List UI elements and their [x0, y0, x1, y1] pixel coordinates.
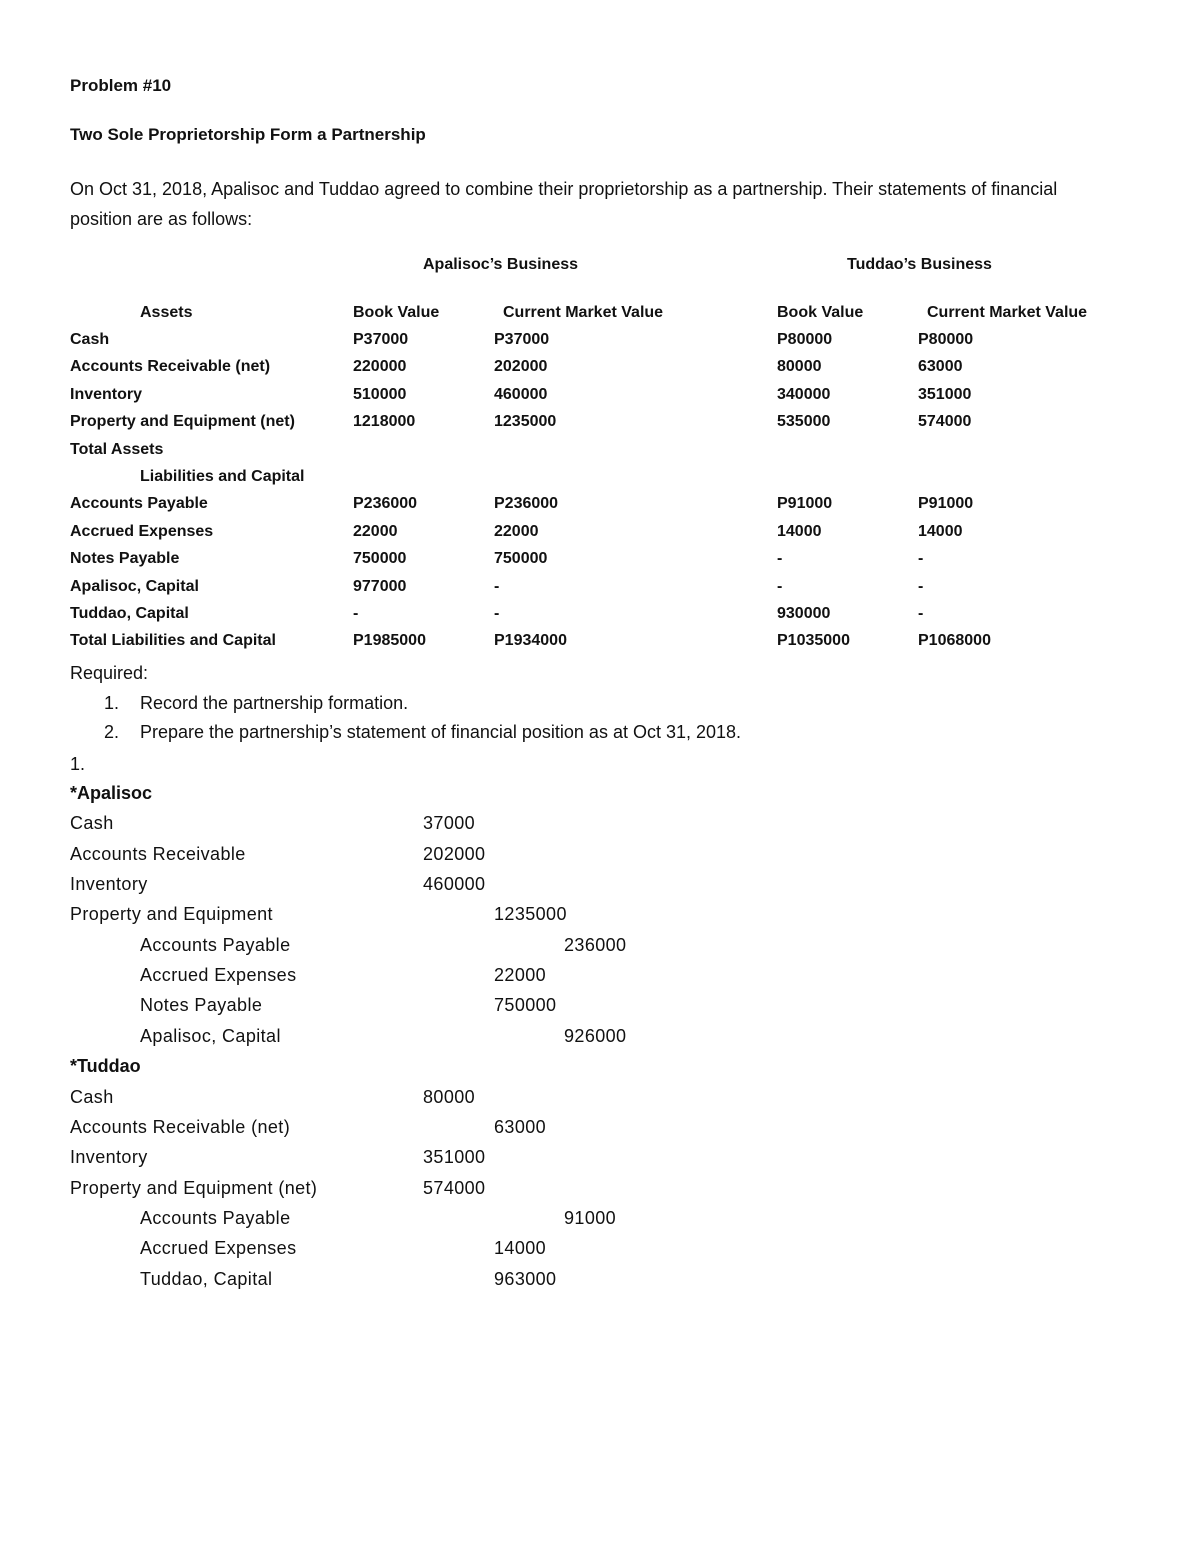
row-value: 750000: [494, 550, 548, 568]
row-value: P1068000: [918, 632, 991, 650]
entry-account: Accounts Receivable (net): [70, 1116, 291, 1137]
row-value: P37000: [494, 331, 550, 348]
row-value: 977000: [353, 577, 407, 595]
statement-row: [0, 495, 1200, 521]
entry-amount: 236000: [564, 934, 627, 955]
row-label: Cash: [70, 331, 110, 348]
journal-entry: [0, 844, 1200, 872]
row-value: 63000: [918, 358, 963, 376]
row-label: Accounts Payable: [70, 495, 208, 513]
row-value: P1934000: [494, 632, 567, 650]
column-header-row: [0, 304, 1200, 330]
statement-row: [0, 413, 1200, 439]
entry-amount: 14000: [494, 1238, 547, 1259]
row-value: 1218000: [353, 413, 416, 431]
row-label: Property and Equipment (net): [70, 413, 295, 431]
section-heading: *Apalisoc: [70, 783, 153, 803]
journal-entry: [0, 1238, 1200, 1266]
entry-account: Accounts Receivable: [70, 843, 246, 864]
journal-entry: [0, 1147, 1200, 1175]
journal-entry: [0, 935, 1200, 963]
row-label: Accrued Expenses: [70, 522, 214, 540]
entry-amount: 1235000: [494, 904, 567, 925]
column-header-market-value: Current Market Value: [927, 304, 1088, 321]
row-value: 22000: [353, 522, 398, 540]
entry-account: Property and Equipment: [70, 904, 273, 925]
entry-amount: 80000: [423, 1086, 476, 1107]
statement-row: [0, 331, 1200, 357]
row-value: 14000: [918, 522, 963, 540]
journal-entry: [0, 1208, 1200, 1236]
entry-account: Apalisoc, Capital: [140, 1025, 281, 1046]
row-value: 574000: [918, 413, 972, 431]
row-value: 460000: [494, 385, 548, 403]
journal-entry: [0, 1087, 1200, 1115]
entry-account: Tuddao, Capital: [140, 1268, 273, 1289]
journal-entry: [0, 1269, 1200, 1297]
entry-amount: 963000: [494, 1268, 557, 1289]
row-value: 750000: [353, 550, 407, 568]
row-value: P1985000: [353, 632, 426, 650]
row-value: P1035000: [777, 632, 850, 650]
row-value: P37000: [353, 331, 409, 348]
required-item-number: 2.: [104, 722, 120, 742]
required-label: Required:: [70, 663, 149, 683]
entry-amount: 351000: [423, 1147, 486, 1168]
entry-amount: 926000: [564, 1025, 627, 1046]
row-value: -: [777, 550, 783, 568]
statement-row: [0, 632, 1200, 658]
row-value: -: [777, 577, 783, 595]
statement-row: [0, 605, 1200, 631]
row-value: 510000: [353, 385, 407, 403]
group-header-apalisoc: Apalisoc’s Business: [423, 256, 579, 273]
row-value: P80000: [918, 331, 974, 348]
entry-account: Accounts Payable: [140, 1207, 291, 1228]
journal-entry: [0, 874, 1200, 902]
column-header-assets: Assets: [140, 304, 193, 321]
entry-account: Notes Payable: [140, 995, 263, 1016]
row-value: 535000: [777, 413, 831, 431]
entry-amount: 574000: [423, 1177, 486, 1198]
row-label: Liabilities and Capital: [140, 468, 305, 485]
entry-account: Inventory: [70, 874, 148, 895]
entry-account: Cash: [70, 813, 114, 834]
statement-row: [0, 468, 1200, 494]
answer-number: 1.: [70, 754, 86, 774]
required-item-text: Record the partnership formation.: [140, 693, 409, 713]
row-value: P236000: [494, 495, 559, 513]
statement-row: [0, 441, 1200, 467]
journal-entry: [0, 1178, 1200, 1206]
required-item-number: 1.: [104, 693, 120, 713]
row-label: Accounts Receivable (net): [70, 358, 271, 376]
entry-amount: 37000: [423, 813, 476, 834]
row-value: -: [353, 605, 359, 622]
row-value: -: [918, 577, 924, 595]
column-header-market-value: Current Market Value: [503, 304, 664, 321]
entry-amount: 22000: [494, 965, 547, 986]
journal-entry: [0, 904, 1200, 932]
journal-entry: [0, 965, 1200, 993]
row-value: P91000: [777, 495, 833, 513]
journal-entry: [0, 1117, 1200, 1145]
required-item-text: Prepare the partnership’s statement of financial position as at Oct 31, 2018.: [140, 722, 742, 742]
row-value: 340000: [777, 385, 831, 403]
row-label: Apalisoc, Capital: [70, 577, 199, 595]
row-label: Inventory: [70, 385, 143, 403]
section-heading: *Tuddao: [70, 1056, 141, 1077]
intro-paragraph: On Oct 31, 2018, Apalisoc and Tuddao agreed to combine their proprietorship as a partnership. Their statements of financial position are as follows:: [70, 179, 1058, 229]
entry-amount: 63000: [494, 1116, 547, 1137]
row-value: -: [494, 577, 500, 595]
row-value: -: [918, 605, 924, 622]
entry-account: Accrued Expenses: [140, 965, 297, 986]
group-header-tuddao: Tuddao’s Business: [847, 256, 992, 273]
statement-row: [0, 550, 1200, 576]
row-value: 14000: [777, 522, 822, 540]
row-value: 80000: [777, 358, 822, 376]
problem-title: Problem #10: [70, 76, 172, 95]
row-label: Tuddao, Capital: [70, 605, 189, 622]
row-value: -: [918, 550, 924, 568]
journal-entry: [0, 995, 1200, 1023]
row-value: 351000: [918, 385, 972, 403]
journal-entry: [0, 813, 1200, 841]
statement-row: [0, 578, 1200, 604]
column-header-book-value: Book Value: [353, 304, 440, 321]
entry-account: Cash: [70, 1086, 114, 1107]
row-value: -: [494, 605, 500, 622]
journal-entry: [0, 1026, 1200, 1054]
row-value: 930000: [777, 605, 831, 622]
column-header-book-value: Book Value: [777, 304, 864, 321]
entry-account: Accrued Expenses: [140, 1238, 297, 1259]
row-value: 1235000: [494, 413, 557, 431]
statement-row: [0, 386, 1200, 412]
row-value: P91000: [918, 495, 974, 513]
statement-row: [0, 523, 1200, 549]
row-value: 22000: [494, 522, 539, 540]
row-value: 220000: [353, 358, 407, 376]
entry-amount: 460000: [423, 874, 486, 895]
entry-amount: 750000: [494, 995, 557, 1016]
row-value: 202000: [494, 358, 548, 376]
row-label: Notes Payable: [70, 550, 180, 568]
row-label: Total Liabilities and Capital: [70, 632, 276, 650]
statement-row: [0, 358, 1200, 384]
subtitle: Two Sole Proprietorship Form a Partnership: [70, 125, 426, 144]
row-label: Total Assets: [70, 440, 164, 458]
entry-account: Accounts Payable: [140, 934, 291, 955]
row-value: P80000: [777, 331, 833, 348]
row-value: P236000: [353, 495, 418, 513]
entry-amount: 91000: [564, 1207, 617, 1228]
entry-account: Inventory: [70, 1147, 148, 1168]
entry-amount: 202000: [423, 843, 486, 864]
entry-account: Property and Equipment (net): [70, 1177, 318, 1198]
